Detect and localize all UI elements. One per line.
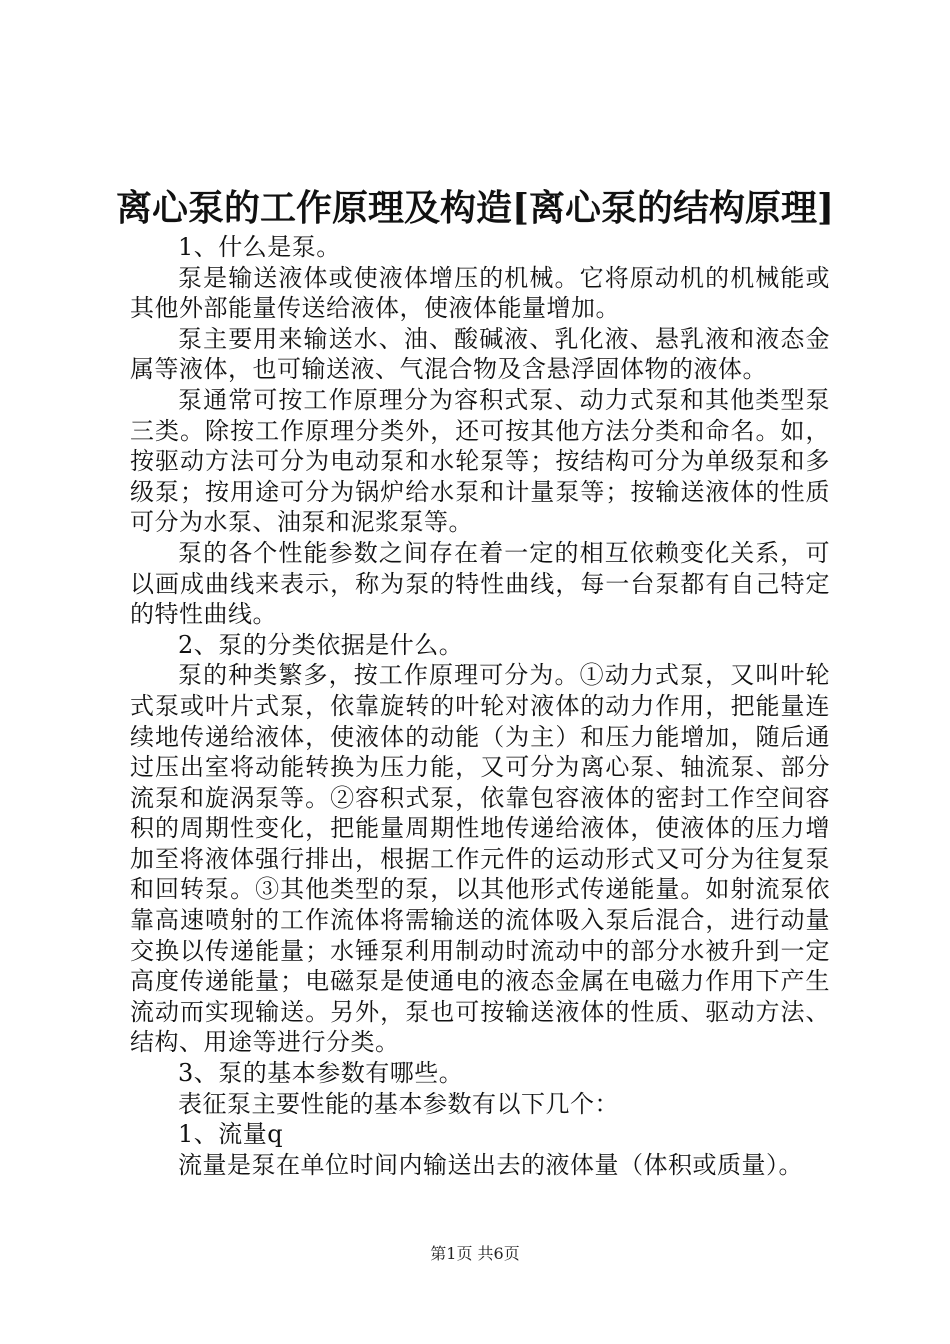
document-title: 离心泵的工作原理及构造[离心泵的结构原理] xyxy=(115,187,835,229)
section-heading: 2、泵的分类依据是什么。 xyxy=(178,630,464,659)
page-number-footer: 第1页 共6页 xyxy=(430,1244,520,1263)
paragraph: 泵的种类繁多，按工作原理可分为。①动力式泵，又叫叶轮式泵或叶片式泵，依靠旋转的叶轮对液体的动力作用，把能量连续地传递给液体，使液体的动能（为主）和压力能增加，随后通过压出室将动能转换为压力能，又可分为离心泵、轴流泵、部分流泵和旋涡泵等。②容积式泵，依靠包容液体的密封工作空间容积的周期性变化，把能量周期性地传递给液体，使液体的压力增加至将液体强行排出，根据工作元件的运动形式又可分为往复泵和回转泵。③其他类型的泵，以其他形式传递能量。如射流泵依靠高速喷射的工作流体将需输送的流体吸入泵后混合，进行动量交换以传递能量；水锤泵利用制动时流动中的部分水被升到一定高度传递能量；电磁泵是使通电的液态金属在电磁力作用下产生流动而实现输送。另外，泵也可按输送液体的性质、驱动方法、结构、用途等进行分类。 xyxy=(130,661,830,1057)
subsection-heading: 1、流量q xyxy=(178,1120,284,1149)
section-heading: 1、什么是泵。 xyxy=(178,233,341,261)
paragraph: 泵通常可按工作原理分为容积式泵、动力式泵和其他类型泵三类。除按工作原理分类外，还可按其他方法分类和命名。如，按驱动方法可分为电动泵和水轮泵等；按结构可分为单级泵和多级泵；按用途可分为锅炉给水泵和计量泵等；按输送液体的性质可分为水泵、油泵和泥浆泵等。 xyxy=(130,385,830,537)
paragraph: 泵主要用来输送水、油、酸碱液、乳化液、悬乳液和液态金属等液体，也可输送液、气混合物及含悬浮固体物的液体。 xyxy=(130,324,830,384)
document-body xyxy=(130,232,830,1180)
section-heading: 3、泵的基本参数有哪些。 xyxy=(178,1059,464,1088)
paragraph: 泵的各个性能参数之间存在着一定的相互依赖变化关系，可以画成曲线来表示，称为泵的特性曲线，每一台泵都有自己特定的特性曲线。 xyxy=(130,538,830,629)
paragraph: 流量是泵在单位时间内输送出去的液体量（体积或质量）。 xyxy=(178,1150,803,1179)
paragraph: 表征泵主要性能的基本参数有以下几个： xyxy=(178,1089,619,1118)
paragraph: 泵是输送液体或使液体增压的机械。它将原动机的机械能或其他外部能量传送给液体，使液体能量增加。 xyxy=(130,263,830,323)
